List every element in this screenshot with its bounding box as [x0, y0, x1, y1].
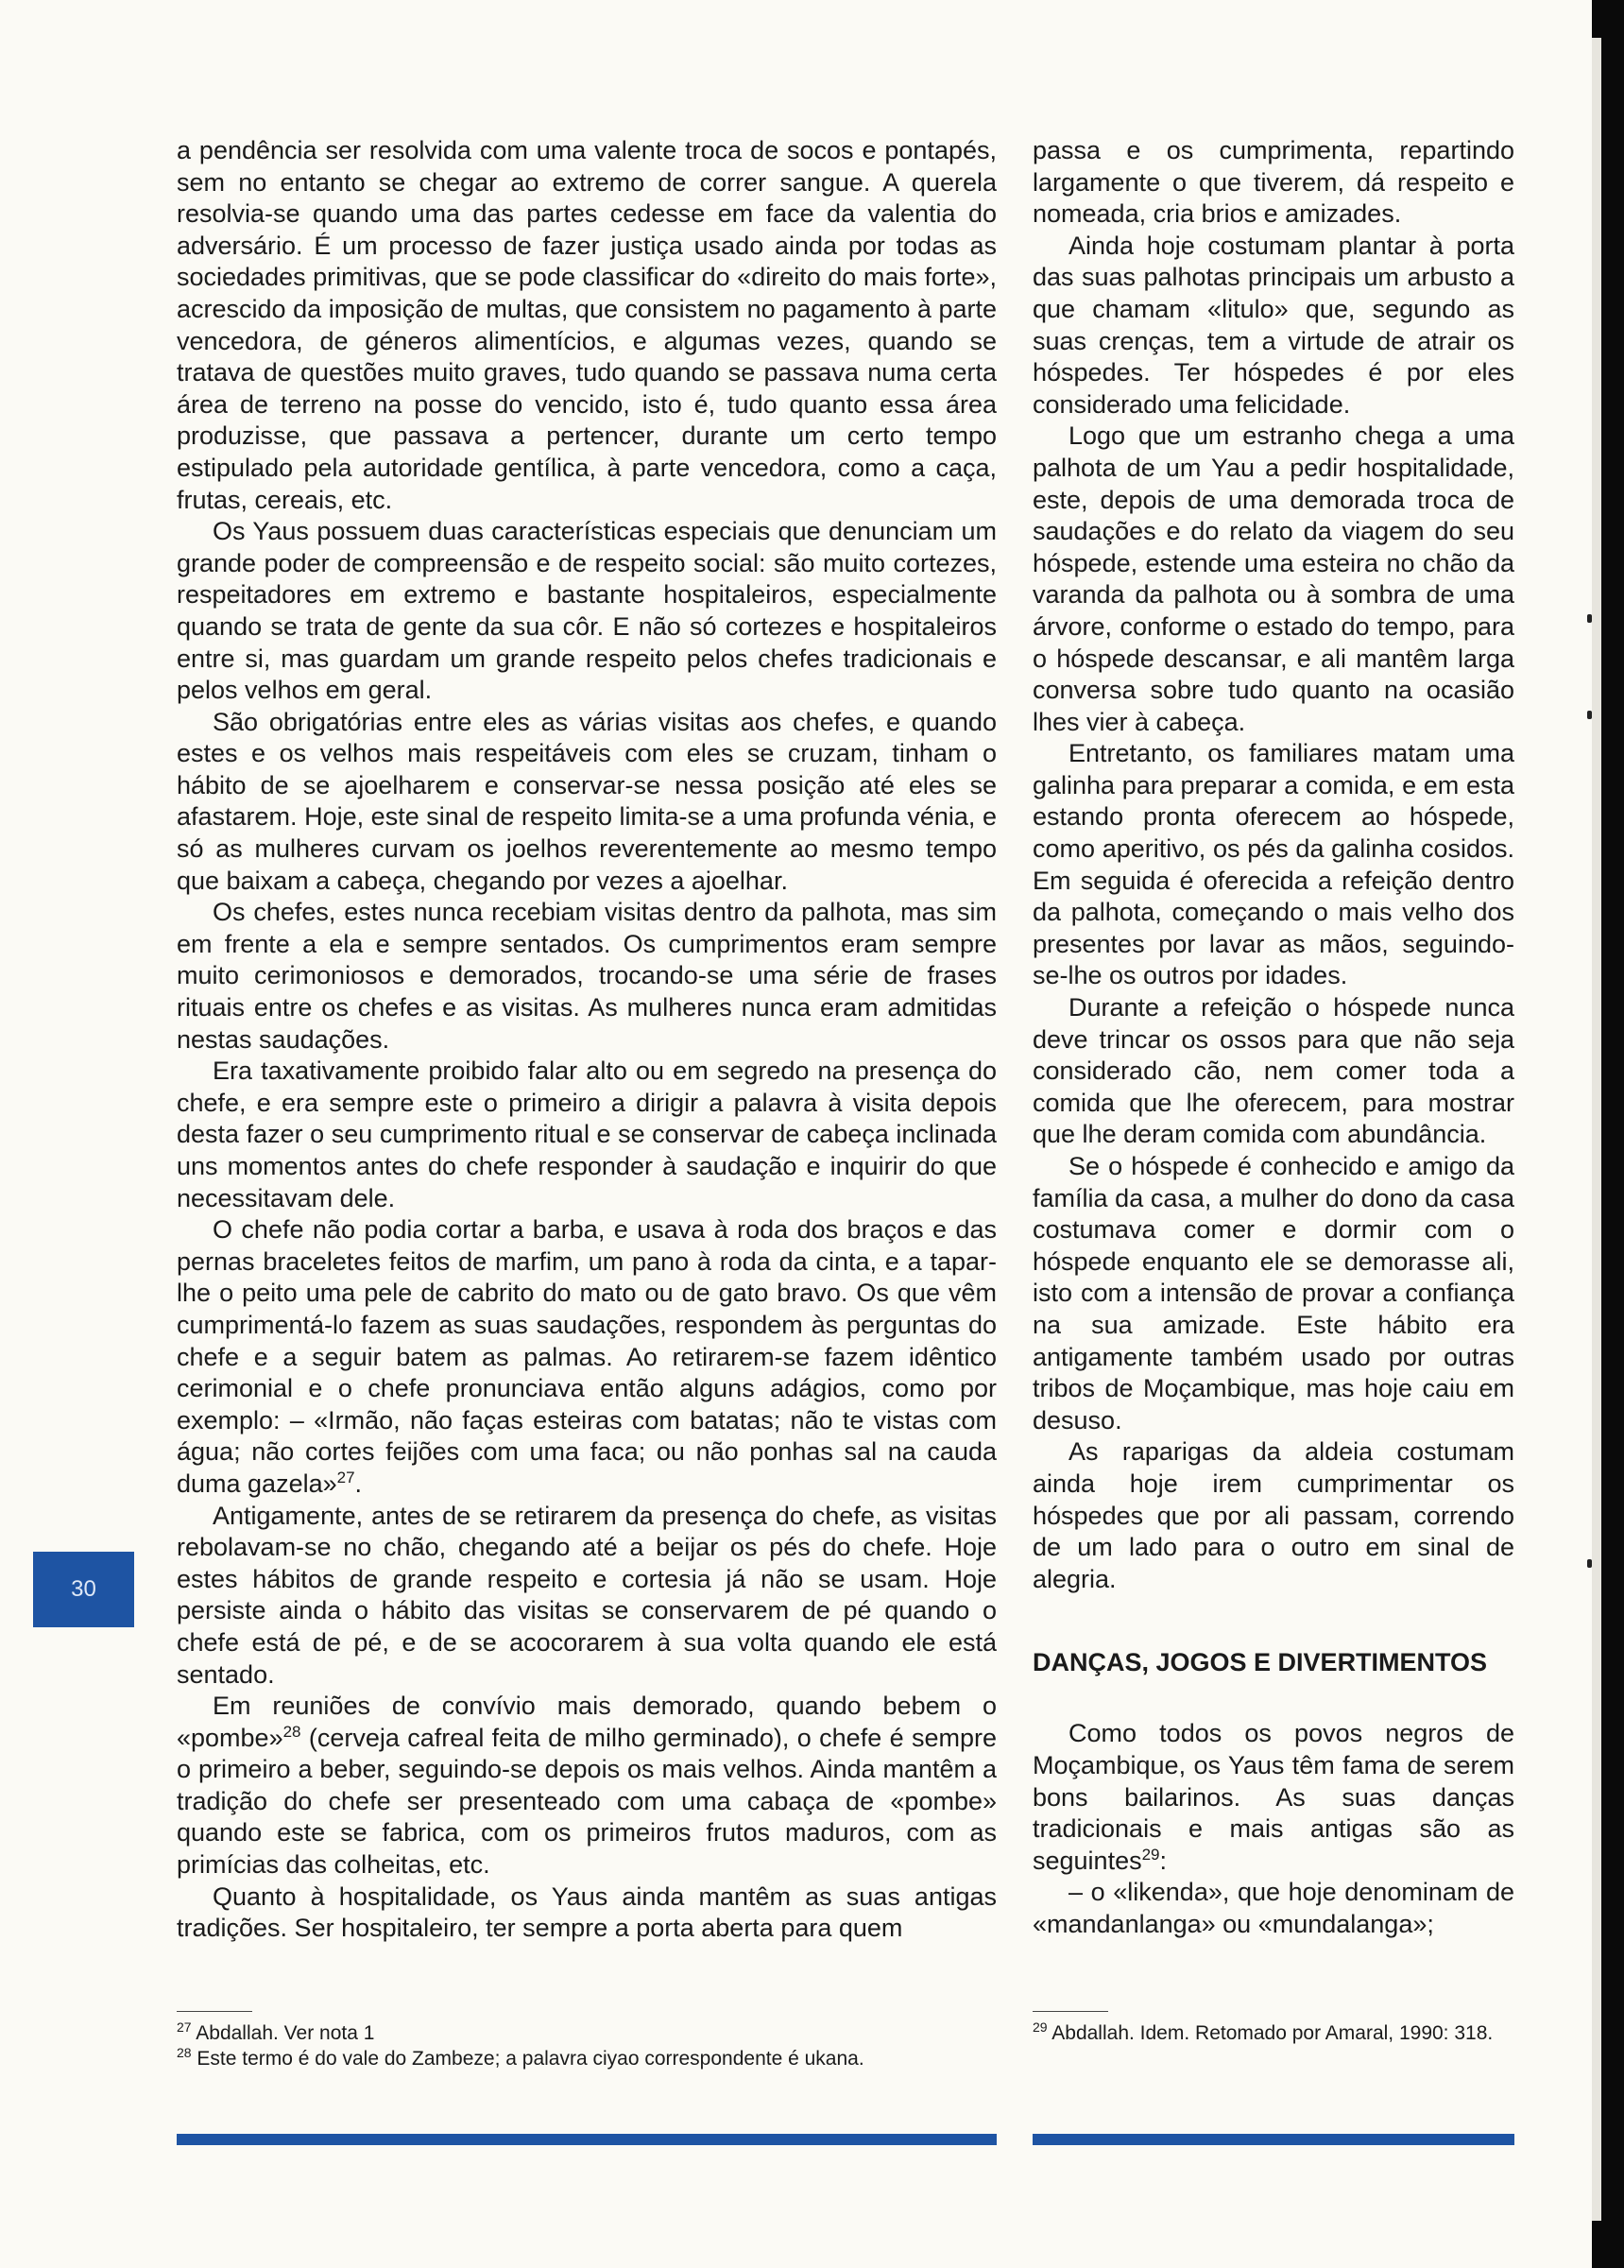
page-number-tab	[33, 1552, 134, 1627]
footnote-divider	[1033, 2011, 1108, 2012]
paragraph: passa e os cumprimenta, repartindo largamente o que tiverem, dá respeito e nomeada, cria brios e amizades.	[1033, 136, 1514, 229]
footnote-number: 27	[177, 2019, 192, 2035]
footnote-text: Abdallah. Ver nota 1	[196, 2022, 375, 2044]
footnote-number: 29	[1033, 2019, 1048, 2035]
footnote-ref-27: 27	[336, 1468, 355, 1486]
paragraph	[177, 1214, 997, 1500]
paragraph-end: .	[354, 1469, 363, 1498]
paragraph	[1033, 1718, 1514, 1877]
left-column	[177, 135, 997, 1945]
paragraph-text: Em reuniões de convívio mais demorado, quando bebem o «pombe»	[177, 1692, 997, 1752]
paragraph: Entretanto, os familiares matam uma galinha para preparar a comida, e em esta estando pronta oferecem ao hóspede, como aperitivo, os pés da galinha cosidos. Em seguida é oferecida a refeição dentro da palhota, começando o mais velho dos presentes por lavar as mãos, seguindo-se-lhe os outros por idades.	[1033, 739, 1514, 990]
footnote-ref-29: 29	[1141, 1845, 1160, 1864]
paragraph-text: Como todos os povos negros de Moçambique, os Yaus têm fama de serem bons bailarinos. As suas danças tradicionais e mais antigas são as seguintes	[1033, 1719, 1514, 1875]
paragraph: Era taxativamente proibido falar alto ou em segredo na presença do chefe, e era sempre este o primeiro a dirigir a palavra à visita depois desta fazer o seu cumprimento ritual e se conservar de cabeça inclinada uns momentos antes do chefe responder à saudação e inquirir do que necessitavam dele.	[177, 1057, 997, 1212]
paragraph: Ainda hoje costumam plantar à porta das suas palhotas principais um arbusto a que chamam «litulo» que, segundo as suas crenças, tem a virtude de atrair os hóspedes. Ter hóspedes é por eles considerado uma felicidade.	[1033, 231, 1514, 419]
page-number: 30	[71, 1576, 96, 1602]
paragraph: Os Yaus possuem duas características especiais que denunciam um grande poder de compreensão e de respeito social: são muito cortezes, respeitadores em extremo e bastante hospitaleiros, especialmente quando se trata de gente da sua côr. E não só cortezes e hospitaleiros entre si, mas guardam um grande respeito pelos chefes tradicionais e pelos velhos em geral.	[177, 517, 997, 705]
footer-bar-right	[1033, 2134, 1514, 2145]
page-edge-strip	[1592, 38, 1601, 2221]
footer-bar-left	[177, 2134, 997, 2145]
paragraph: – o «likenda», que hoje denominam de «mandanlanga» ou «mundalanga»;	[1033, 1878, 1514, 1938]
footnote-text: Este termo é do vale do Zambeze; a palavra ciyao correspondente é ukana.	[197, 2048, 864, 2070]
footnote-28	[177, 2046, 997, 2071]
paragraph: Os chefes, estes nunca recebiam visitas dentro da palhota, mas sim em frente a ela e sempre sentados. Os cumprimentos eram sempre muito cerimoniosos e demorados, trocando-se uma série de frases rituais entre os chefes e as visitas. As mulheres nunca eram admitidas nestas saudações.	[177, 898, 997, 1054]
footnote-ref-28: 28	[282, 1722, 301, 1741]
paragraph	[177, 1691, 997, 1881]
paragraph: a pendência ser resolvida com uma valente troca de socos e pontapés, sem no entanto se chegar ao extremo de correr sangue. A querela resolvia-se quando uma das partes cedesse em face da valentia do adversário. É um processo de fazer justiça usado ainda por todas as sociedades primitivas, que se pode classificar do «direito do mais forte», acrescido da imposição de multas, que consistem no pagamento à parte vencedora, de géneros alimentícios, e algumas vezes, quando se tratava de questões muito graves, tudo quando se passava numa certa área de terreno na posse do vencido, isto é, tudo quanto essa área produzisse, que passava a pertencer, durante um certo tempo estipulado pela autoridade gentílica, à parte vencedora, como a caça, frutas, cereais, etc.	[177, 136, 997, 514]
paragraph: São obrigatórias entre eles as várias visitas aos chefes, e quando estes e os velhos mais respeitáveis com eles se cruzam, tinham o hábito de se ajoelharem e conservar-se nessa posição até eles se afastarem. Hoje, este sinal de respeito limita-se a uma profunda vénia, e só as mulheres curvam os joelhos reverentemente ao mesmo tempo que baixam a cabeça, chegando por vezes a ajoelhar.	[177, 707, 997, 895]
paragraph: Quanto à hospitalidade, os Yaus ainda mantêm as suas antigas tradições. Ser hospitaleiro, ter sempre a porta aberta para quem	[177, 1881, 997, 1943]
section-heading: DANÇAS, JOGOS E DIVERTIMENTOS	[1033, 1648, 1488, 1677]
footnote-number: 28	[177, 2045, 192, 2060]
paragraph: Se o hóspede é conhecido e amigo da família da casa, a mulher do dono da casa costumava comer e dormir com o hóspede enquanto ele se demorasse ali, isto com a intensão de provar a confiança na sua amizade. Este hábito era antigamente também usado por outras tribos de Moçambique, mas hoje caiu em desuso.	[1033, 1152, 1514, 1435]
footnote-text: Abdallah. Idem. Retomado por Amaral, 1990: 318.	[1051, 2022, 1494, 2044]
paragraph: Logo que um estranho chega a uma palhota de um Yau a pedir hospitalidade, este, depois de uma demorada troca de saudações e do relato da viagem do seu hóspede, estende uma esteira no chão da varanda da palhota ou à sombra de uma árvore, conforme o estado do tempo, para o hóspede descansar, e ali mantêm larga conversa sobre tudo quanto na ocasião lhes vier à cabeça.	[1033, 421, 1514, 736]
paragraph: As raparigas da aldeia costumam ainda hoje irem cumprimentar os hóspedes que por ali passam, correndo de um lado para o outro em sinal de alegria.	[1033, 1437, 1514, 1593]
footnote-27	[177, 2020, 997, 2046]
paragraph: Antigamente, antes de se retirarem da presença do chefe, as visitas rebolavam-se no chão, chegando até a beijar os pés do chefe. Hoje estes hábitos de grande respeito e cortesia já não se usam. Hoje persiste ainda o hábito das visitas se conservarem de pé quando o chefe está de pé, e de se acocorarem à sua volta quando ele está sentado.	[177, 1501, 997, 1689]
footnote-divider	[177, 2011, 252, 2012]
paragraph-text: O chefe não podia cortar a barba, e usava à roda dos braços e das pernas braceletes feitos de marfim, um pano à roda da cinta, e a tapar-lhe o peito uma pele de cabrito do mato ou de gato bravo. Os que vêm cumprimentá-lo fazem as suas saudações, respondem às perguntas do chefe e a seguir batem as palmas. Ao retirarem-se fazem idêntico cerimonial e o chefe pronunciava então alguns adágios, como por exemplo: – «Irmão, não faças esteiras com batatas; não te vistas com água; não cortes feijões com uma faca; ou não ponhas sal na cauda duma gazela»	[177, 1215, 997, 1498]
paragraph-end: :	[1159, 1846, 1168, 1875]
right-column	[1033, 135, 1514, 1940]
scan-border	[1592, 0, 1624, 2268]
paragraph: Durante a refeição o hóspede nunca deve trincar os ossos para que não seja considerado cão, nem comer toda a comida que lhe oferecem, para mostrar que lhe deram comida com abundância.	[1033, 993, 1514, 1149]
paragraph-text-rest: (cerveja cafreal feita de milho germinado), o chefe é sempre o primeiro a beber, seguindo-se depois os mais velhos. Ainda mantêm a tradição do chefe ser presenteado com uma cabaça de «pombe» quando este se fabrica, com os primeiros frutos maduros, com as primícias das colheitas, etc.	[177, 1723, 997, 1880]
footnote-29	[1033, 2020, 1514, 2046]
